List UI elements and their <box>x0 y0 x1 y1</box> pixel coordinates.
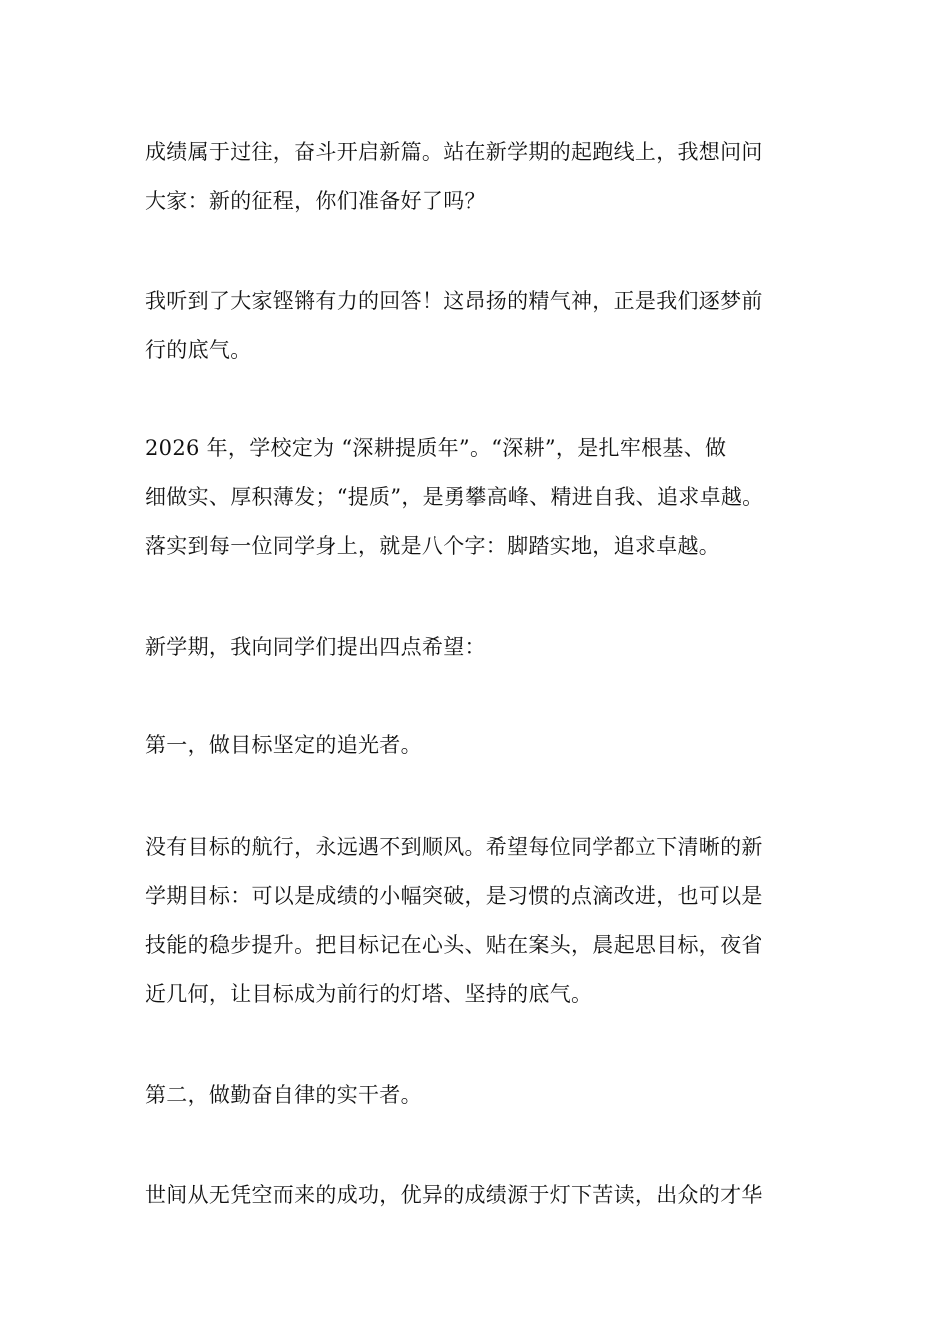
paragraph-diligence <box>145 1171 835 1220</box>
text-line: 落实到每一位同学身上，就是八个字：脚踏实地，追求卓越。 <box>145 534 721 558</box>
text-line: 细做实、厚积薄发；“提质”，是勇攀高峰、精进自我、追求卓越。 <box>145 485 764 509</box>
text-line: 没有目标的航行，永远遇不到顺风。希望每位同学都立下清晰的新 <box>145 835 763 859</box>
text-line: 世间从无凭空而来的成功，优异的成绩源于灯下苦读，出众的才华 <box>145 1183 763 1207</box>
text-line: 技能的稳步提升。把目标记在心头、贴在案头，晨起思目标，夜省 <box>145 933 763 957</box>
heading-hope-one <box>145 721 835 770</box>
text-line: 我听到了大家铿锵有力的回答！这昂扬的精气神，正是我们逐梦前 <box>145 289 763 313</box>
paragraph-goal <box>145 823 835 1019</box>
text-line: 行的底气。 <box>145 338 252 362</box>
text-line: 成绩属于过往，奋斗开启新篇。站在新学期的起跑线上，我想问问 <box>145 140 763 164</box>
paragraph-year-theme <box>145 424 835 571</box>
paragraph-four-hopes <box>145 623 835 672</box>
heading-hope-two <box>145 1071 835 1120</box>
text-line: 新学期，我向同学们提出四点希望： <box>145 635 486 659</box>
paragraph-opening-question <box>145 128 835 226</box>
text-line: 2026 年，学校定为 “深耕提质年”。“深耕”，是扎牢根基、做 <box>145 436 727 460</box>
text-line: 近几何，让目标成为前行的灯塔、坚持的底气。 <box>145 982 593 1006</box>
text-line: 第一，做目标坚定的追光者。 <box>145 733 422 757</box>
paragraph-answer <box>145 277 835 375</box>
text-line: 学期目标：可以是成绩的小幅突破，是习惯的点滴改进，也可以是 <box>145 884 763 908</box>
text-line: 第二，做勤奋自律的实干者。 <box>145 1083 422 1107</box>
text-line: 大家：新的征程，你们准备好了吗？ <box>145 189 486 213</box>
